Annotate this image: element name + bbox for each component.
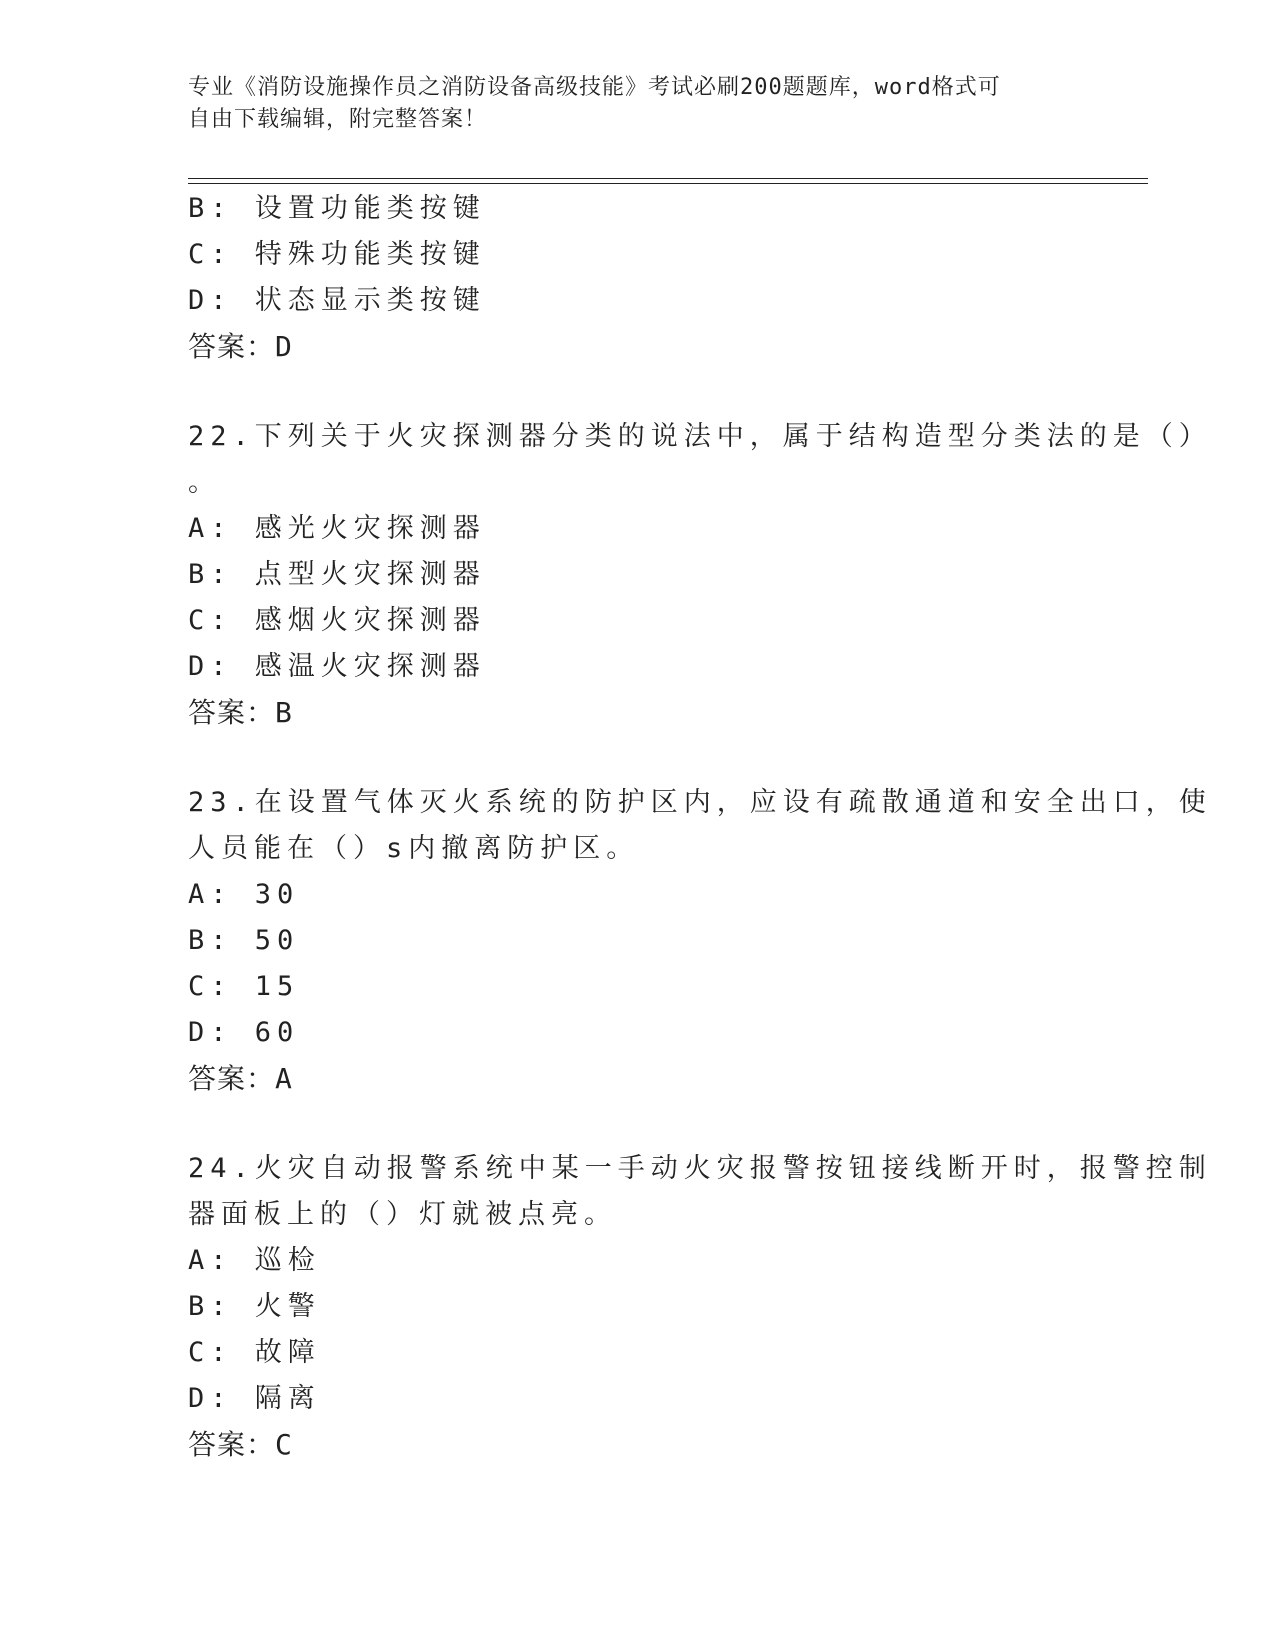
question-block <box>188 1146 1212 1468</box>
question-block <box>188 780 1212 1102</box>
question-block-continued <box>188 186 1088 370</box>
option-b: B: 设置功能类按键 <box>188 193 486 224</box>
answer-value: C <box>275 1428 293 1461</box>
option-a: A: 感光火灾探测器 <box>188 513 486 544</box>
question-stem-line-2: 人员能在（）s内撤离防护区。 <box>188 833 640 864</box>
option-c: C: 感烟火灾探测器 <box>188 605 486 636</box>
question-stem-line-1: 23.在设置气体灭火系统的防护区内，应设有疏散通道和安全出口，使 <box>188 787 1212 818</box>
answer-value: A <box>275 1062 293 1095</box>
spacer <box>188 1102 1088 1146</box>
option-a: A: 巡检 <box>188 1245 321 1276</box>
header-line-1: 专业《消防设施操作员之消防设备高级技能》考试必刷200题题库，word格式可 <box>188 75 1001 100</box>
header-divider-top <box>188 178 1148 179</box>
answer-line <box>188 1056 1088 1102</box>
header-line-2: 自由下载编辑，附完整答案！ <box>188 107 488 132</box>
question-block <box>188 414 1212 736</box>
answer-line <box>188 690 1088 736</box>
question-stem-line-1: 22.下列关于火灾探测器分类的说法中，属于结构造型分类法的是（） <box>188 421 1212 452</box>
option-d: D: 隔离 <box>188 1383 321 1414</box>
spacer <box>188 736 1088 780</box>
answer-value: D <box>275 330 293 363</box>
question-list <box>188 186 1212 1468</box>
option-c: C: 15 <box>188 971 300 1002</box>
option-d: D: 状态显示类按键 <box>188 285 486 316</box>
question-stem-line-2: 器面板上的（）灯就被点亮。 <box>188 1199 617 1230</box>
document-header <box>188 72 1068 136</box>
answer-label: 答案： <box>188 330 276 363</box>
option-d: D: 感温火灾探测器 <box>188 651 486 682</box>
answer-line <box>188 324 1088 370</box>
option-a: A: 30 <box>188 879 300 910</box>
option-c: C: 故障 <box>188 1337 321 1368</box>
answer-label: 答案： <box>188 1428 276 1461</box>
answer-label: 答案： <box>188 696 276 729</box>
answer-line <box>188 1422 1088 1468</box>
option-c: C: 特殊功能类按键 <box>188 239 486 270</box>
question-stem-line-1: 24.火灾自动报警系统中某一手动火灾报警按钮接线断开时，报警控制 <box>188 1153 1212 1184</box>
option-b: B: 火警 <box>188 1291 321 1322</box>
option-b: B: 点型火灾探测器 <box>188 559 486 590</box>
header-divider-bottom <box>188 183 1148 184</box>
option-b: B: 50 <box>188 925 300 956</box>
answer-label: 答案： <box>188 1062 276 1095</box>
spacer <box>188 370 1088 414</box>
question-stem-line-2: 。 <box>188 467 221 498</box>
option-d: D: 60 <box>188 1017 300 1048</box>
answer-value: B <box>275 696 293 729</box>
